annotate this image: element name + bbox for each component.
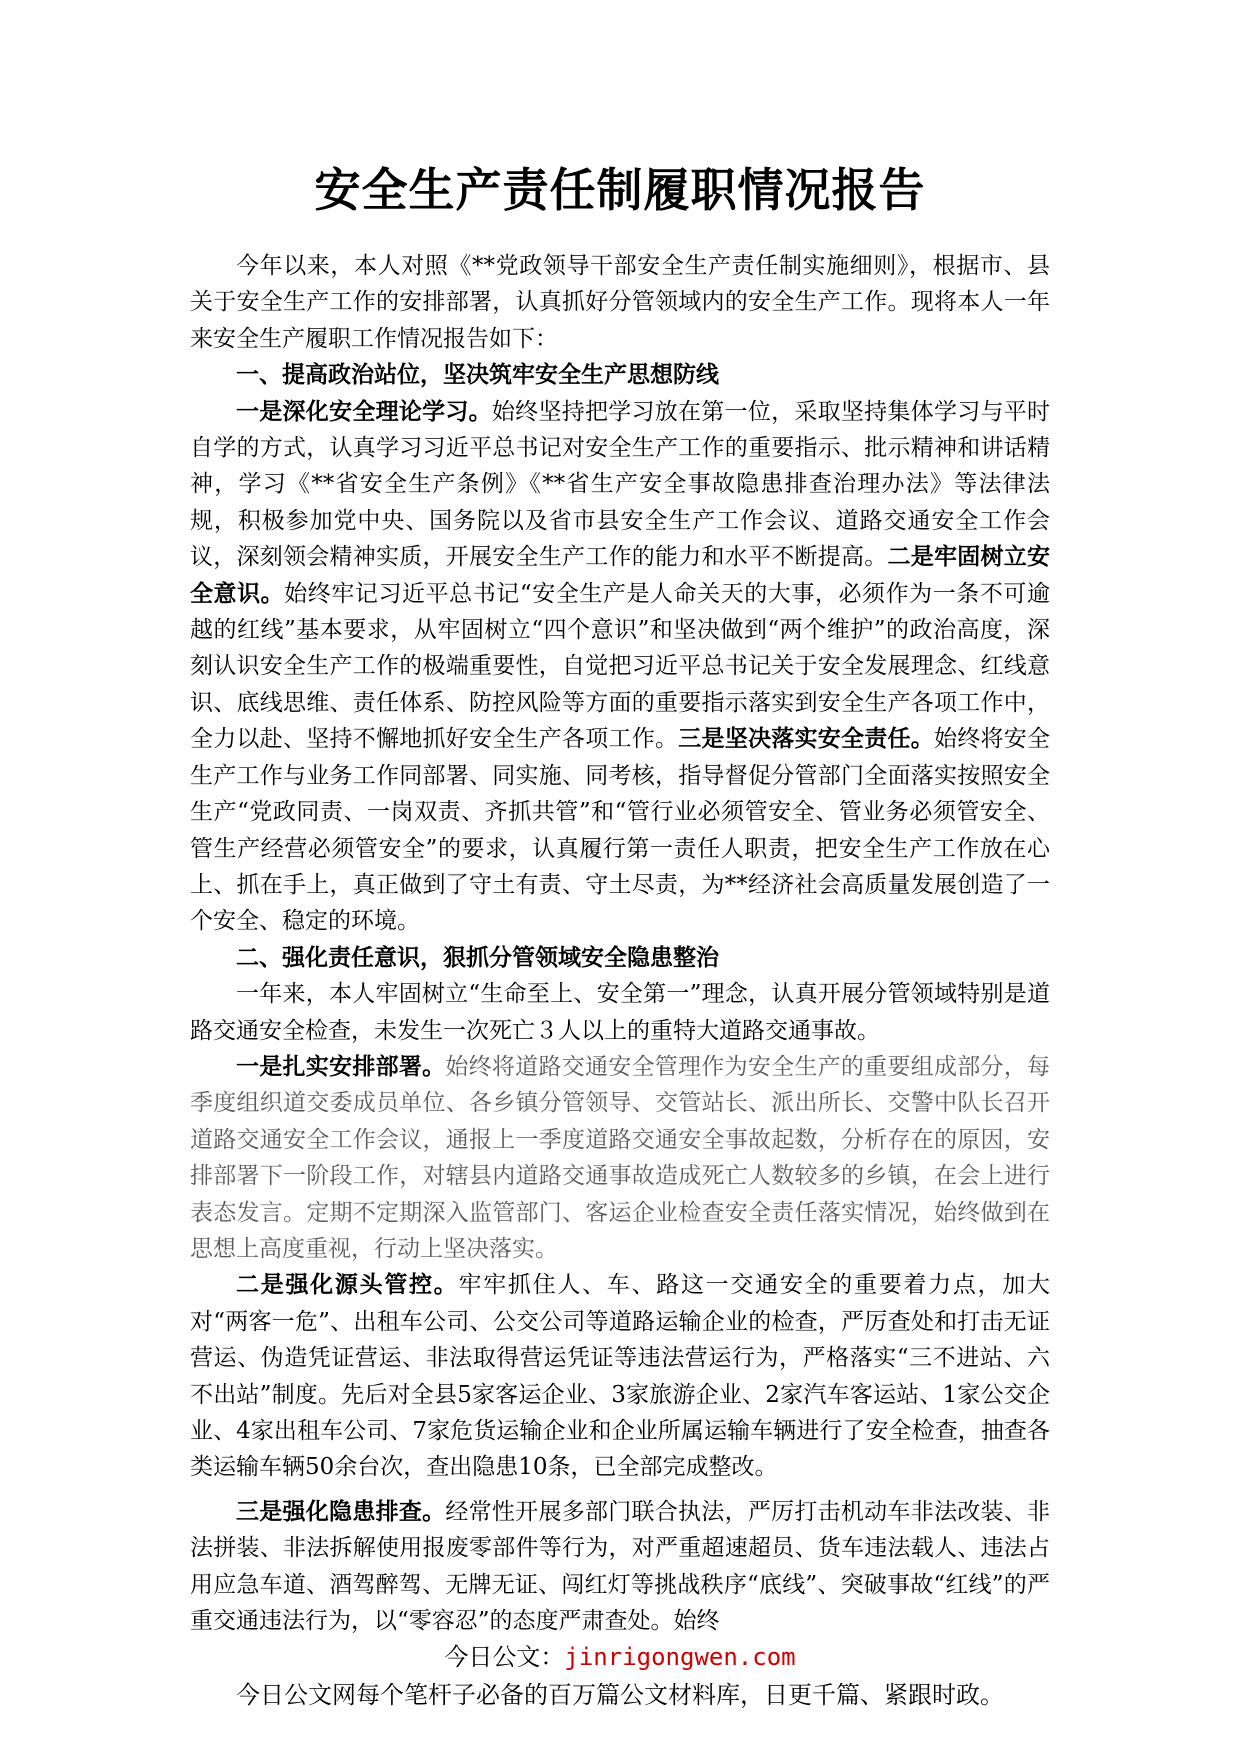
- footer-source-link[interactable]: jinrigongwen.com: [564, 1643, 796, 1671]
- section2-intro: 一年来，本人牢固树立“生命至上、安全第一”理念，认真开展分管领域特别是道路交通安全检查，未发生一次死亡３人以上的重特大道路交通事故。: [190, 981, 1050, 1044]
- section2-point2-text: 牢牢抓住人、车、路这一交通安全的重要着力点，加大对“两客一危”、出租车公司、公交公司等道路运输企业的检查，严厉查处和打击无证营运、伪造凭证营运、非法取得营运凭证等违法营运行为，严格落实“三不进站、六不出站”制度。先后对全县5家客运企业、3家旅游企业、2家汽车客运站、1家公交企业、4家出租车公司、7家危货运输企业和企业所属运输车辆进行了安全检查，抽查各类运输车辆50余台次，查出隐患10条，已全部完成整改。: [190, 1272, 1050, 1481]
- section1-heading: 一、提高政治站位，坚决筑牢安全生产思想防线: [236, 361, 719, 389]
- section1-paragraph: [190, 394, 1050, 940]
- page-title: 安全生产责任制履职情况报告: [314, 163, 926, 217]
- section2-point3: [190, 1494, 1050, 1640]
- section2-point1: [190, 1049, 1050, 1267]
- section2-point1-lead: 一是扎实安排部署。: [236, 1052, 446, 1080]
- footer-slogan: 今日公文网每个笔杆子必备的百万篇公文材料库，日更千篇、紧跟时政。: [236, 1681, 1004, 1709]
- section1-point1-text: 始终坚持把学习放在第一位，采取坚持集体学习与平时自学的方式，认真学习习近平总书记对安全生产工作的重要指示、批示精神和讲话精神，学习《**省安全生产条例》《**省生产安全事故隐患排查治理办法》等法律法规，积极参加党中央、国务院以及省市县安全生产工作会议、道路交通安全工作会议，深刻领会精神实质，开展安全生产工作的能力和水平不断提高。: [190, 398, 1051, 571]
- section1-point3-text: 始终将安全生产工作与业务工作同部署、同实施、同考核，指导督促分管部门全面落实按照安全生产“党政同责、一岗双责、齐抓共管”和“管行业必须管安全、管业务必须管安全、管生产经营必须管安全”的要求，认真履行第一责任人职责，把安全生产工作放在心上、抓在手上，真正做到了守土有责、守土尽责，为**经济社会高质量发展创造了一个安全、稳定的环境。: [190, 726, 1050, 935]
- page-footer: [0, 1638, 1240, 1714]
- section2-point1-text: 始终将道路交通安全管理作为安全生产的重要组成部分，每季度组织道交委成员单位、各乡镇分管领导、交管站长、派出所长、交警中队长召开道路交通安全工作会议，通报上一季度道路交通安全事故起数，分析存在的原因，安排部署下一阶段工作，对辖县内道路交通事故造成死亡人数较多的乡镇，在会上进行表态发言。定期不定期深入监管部门、客运企业检查安全责任落实情况，始终做到在思想上高度重视，行动上坚决落实。: [190, 1053, 1051, 1262]
- section2-point2-lead: 二是强化源头管控。: [236, 1271, 459, 1299]
- section1-point3-lead: 三是坚决落实安全责任。: [678, 725, 934, 753]
- section2-point3-text: 经常性开展多部门联合执法，严厉打击机动车非法改装、非法拼装、非法拆解使用报废零部件等行为，对严重超速超员、货车违法载人、违法占用应急车道、酒驾醉驾、无牌无证、闯红灯等挑战秩序“底线”、突破事故“红线”的严重交通违法行为，以“零容忍”的态度严肃查处。始终: [190, 1498, 1051, 1635]
- section1-point1-lead: 一是深化安全理论学习。: [236, 397, 492, 425]
- footer-source-label: 今日公文：: [444, 1643, 565, 1671]
- section2-heading: 二、强化责任意识，狠抓分管领域安全隐患整治: [236, 943, 719, 971]
- footer-source-line: [0, 1638, 1240, 1676]
- document-body: [190, 248, 1050, 1639]
- section2-point2: [190, 1267, 1050, 1485]
- section1-point2-text: 始终牢记习近平总书记“安全生产是人命关天的大事，必须作为一条不可逾越的红线”基本要求，从牢固树立“四个意识”和坚决做到“两个维护”的政治高度，深刻认识安全生产工作的极端重要性，自觉把习近平总书记关于安全发展理念、红线意识、底线思维、责任体系、防控风险等方面的重要指示落实到安全生产各项工作中，全力以赴、坚持不懈地抓好安全生产各项工作。: [190, 580, 1050, 753]
- section1-point2-lead: 二是牢固树立安全意识。: [190, 543, 1050, 607]
- section2-point3-lead: 三是强化隐患排查。: [236, 1497, 446, 1525]
- intro-paragraph: 今年以来，本人对照《**党政领导干部安全生产责任制实施细则》，根据市、县关于安全生产工作的安排部署，认真抓好分管领域内的安全生产工作。现将本人一年来安全生产履职工作情况报告如下：: [190, 253, 1050, 352]
